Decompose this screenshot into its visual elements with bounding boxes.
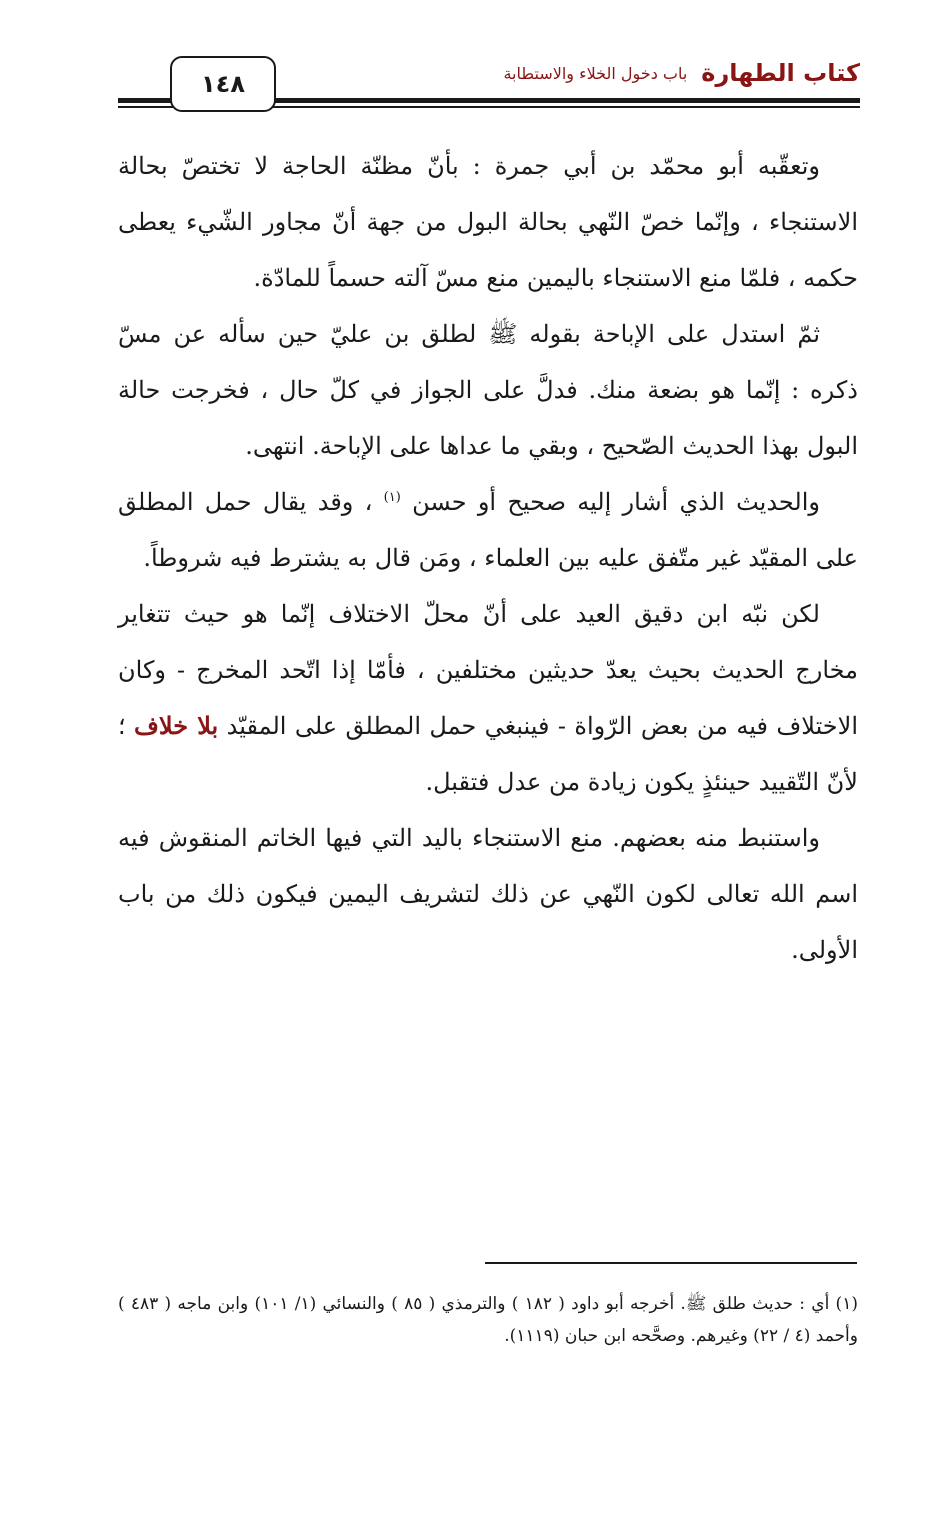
footnotes [118,1288,858,1352]
paragraph-4 [118,586,858,810]
paragraph-3 [118,474,858,586]
highlighted-phrase: بلا خلاف [134,711,219,740]
paragraph-2: ثمّ استدل على الإباحة بقوله ﷺ لطلق بن عليّ حين سأله عن مسّ ذكره : إنّما هو بضعة منك. فدلَّ على الجواز في كلّ حال ، فخرجت حالة البول بهذا الحديث الصّحيح ، وبقي ما عداها على الإباحة. انتهى. [118,320,858,460]
paragraph-4-text: لكن نبّه ابن دقيق العيد على أنّ محلّ الاختلاف إنّما هو حيث تتغاير مخارج الحديث بحيث يعدّ حديثين مختلفين ، فأمّا إذا اتّحد المخرج - وكان الاختلاف فيه من بعض الرّواة - فينبغي حمل المطلق على المقيّد [118,600,858,740]
paragraph-5: واستنبط منه بعضهم. منع الاستنجاء باليد التي فيها الخاتم المنقوش فيه اسم الله تعالى لكون النّهي عن ذلك لتشريف اليمين فيكون ذلك من باب الأولى. [118,824,858,964]
book-title: كتاب الطهارة [701,59,860,87]
footnote-1: (١) أي : حديث طلق ﷺ. أخرجه أبو داود ( ١٨٢ ) والترمذي ( ٨٥ ) والنسائي (١/ ١٠١) وابن ماجه ( ٤٨٣ ) وأحمد (٤ / ٢٢) وغيرهم. وصحَّحه ابن حبان (١١١٩). [118,1294,858,1346]
paragraph-1: وتعقّبه أبو محمّد بن أبي جمرة : بأنّ مظنّة الحاجة لا تختصّ بحالة الاستنجاء ، وإنّما خصّ النّهي بحالة البول من جهة أنّ مجاور الشّيء يعطى حكمه ، فلمّا منع الاستنجاء باليمين منع مسّ آلته حسماً للمادّة. [118,152,858,292]
page-header [118,52,860,114]
running-title [503,52,860,94]
page-number: ١٤٨ [170,56,276,112]
chapter-title: باب دخول الخلاء والاستطابة [503,63,688,83]
paragraph-4-text-end: ؛ لأنّ التّقييد حينئذٍ يكون زيادة من عدل فتقبل. [118,712,858,796]
main-text [118,138,858,978]
paragraph-3-text-continued: ، وقد يقال حمل المطلق على المقيّد غير متّفق عليه بين العلماء ، ومَن قال به يشترط فيه شروطاً. [118,488,858,572]
footnote-separator [485,1262,857,1264]
paragraph-3-text: والحديث الذي أشار إليه صحيح أو حسن [412,488,820,516]
footnote-reference[interactable]: (١) [383,490,401,505]
